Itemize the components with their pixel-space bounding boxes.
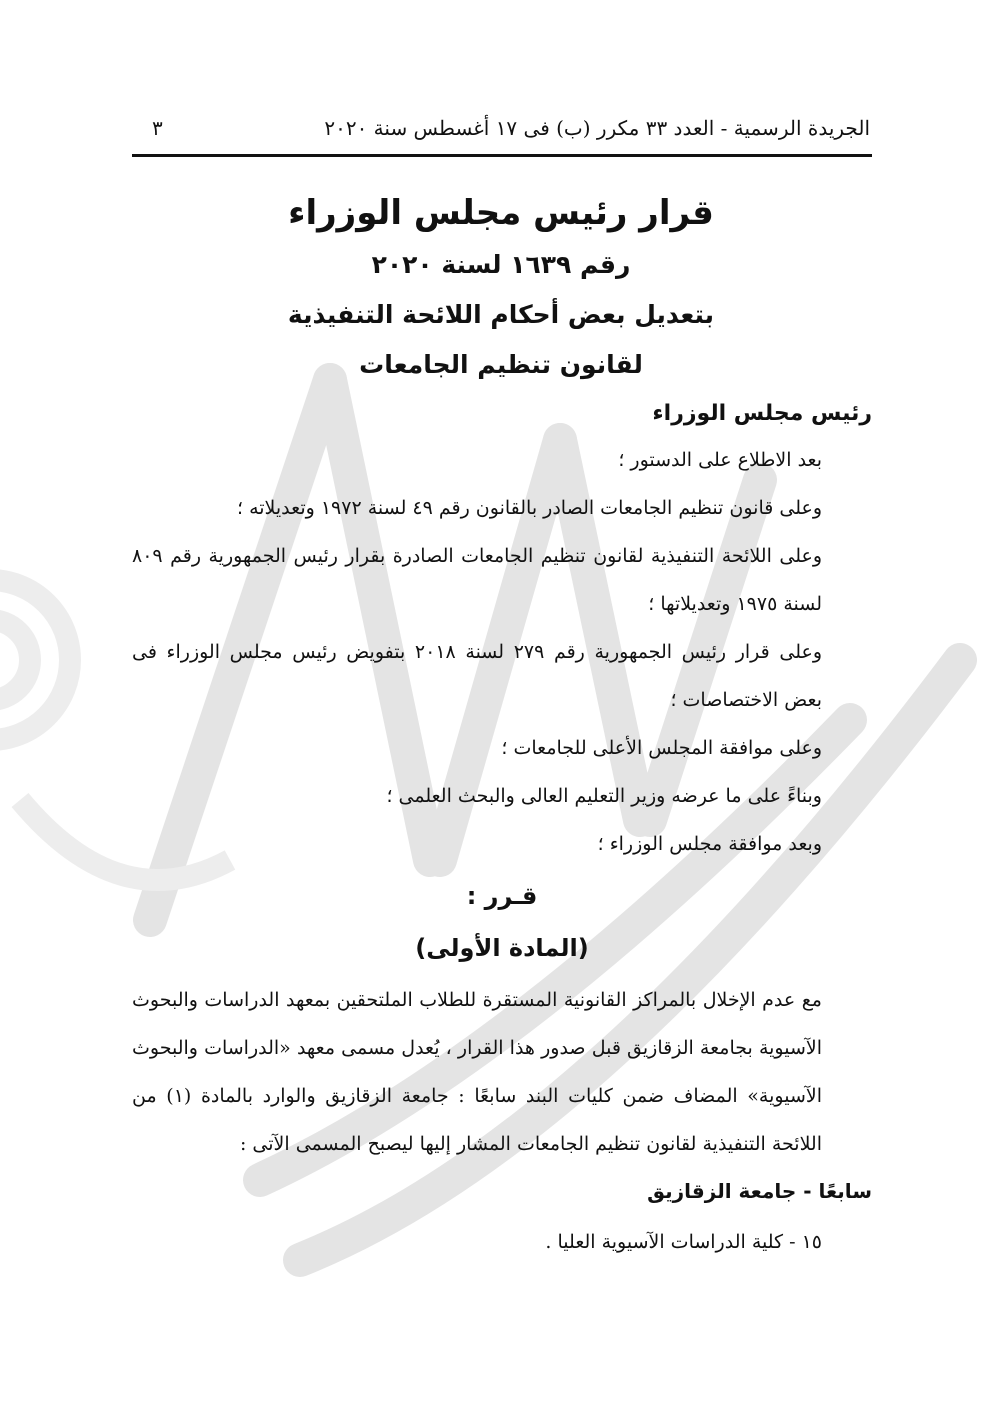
preamble-clause: وعلى اللائحة التنفيذية لقانون تنظيم الجامعات الصادرة بقرار رئيس الجمهورية رقم ٨٠٩ لسنة ١٩٧٥ وتعديلاتها ؛ (132, 545, 822, 615)
issuer-heading: رئيس مجلس الوزراء (652, 401, 872, 426)
decree-title: قرار رئيس مجلس الوزراء (288, 193, 714, 233)
preamble-clause: وعلى قانون تنظيم الجامعات الصادر بالقانون رقم ٤٩ لسنة ١٩٧٢ وتعديلاته ؛ (237, 497, 822, 519)
preamble-clause: بعد الاطلاع على الدستور ؛ (618, 449, 822, 471)
list-heading: سابعًا - جامعة الزقازيق (647, 1179, 872, 1203)
decree-titles (132, 186, 870, 390)
page-number: ٣ (152, 116, 163, 140)
article-title: (المادة الأولى) (415, 934, 589, 962)
preamble-clause: وعلى موافقة المجلس الأعلى للجامعات ؛ (501, 737, 822, 759)
list-item: ١٥ - كلية الدراسات الآسيوية العليا . (545, 1231, 822, 1253)
decree-subject-line-1: بتعديل بعض أحكام اللائحة التنفيذية (287, 300, 715, 329)
gazette-issue-line: الجريدة الرسمية - العدد ٣٣ مكرر (ب) فى ١٧ أغسطس سنة ٢٠٢٠ (324, 116, 870, 140)
decree-subject-line-2: لقانون تنظيم الجامعات (359, 350, 643, 379)
preamble-clause: وبعد موافقة مجلس الوزراء ؛ (597, 833, 822, 855)
decree-body (132, 392, 872, 1270)
header-divider (132, 154, 872, 157)
gazette-header (132, 112, 870, 152)
preamble-clause: وعلى قرار رئيس الجمهورية رقم ٢٧٩ لسنة ٢٠١٨ بتفويض رئيس مجلس الوزراء فى بعض الاختصاصات ؛ (132, 641, 822, 711)
decree-word: قـرر : (466, 882, 538, 910)
preamble-clause: وبناءً على ما عرضه وزير التعليم العالى والبحث العلمى ؛ (386, 785, 822, 807)
article-text: مع عدم الإخلال بالمراكز القانونية المستقرة للطلاب الملتحقين بمعهد الدراسات والبحوث الآسيوية بجامعة الزقازيق قبل صدور هذا القرار ، يُعدل مسمى معهد «الدراسات والبحوث الآسيوية» المضاف ضمن كليات البند سابعًا : جامعة الزقازيق والوارد بالمادة (١) من اللائحة التنفيذية لقانون تنظيم الجامعات المشار إليها ليصبح المسمى الآتى : (132, 989, 822, 1155)
decree-number: رقم ١٦٣٩ لسنة ٢٠٢٠ (371, 250, 631, 279)
